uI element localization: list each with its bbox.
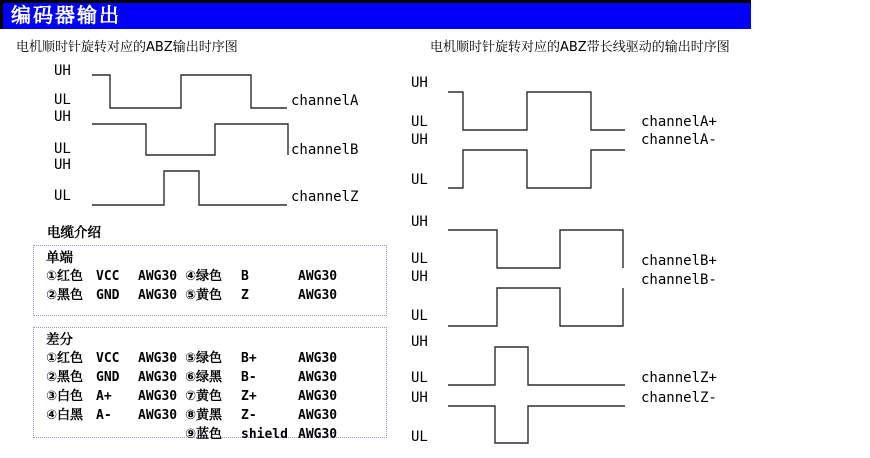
level-label-uh: UH (54, 63, 71, 79)
gauge-cell: AWG30 (138, 389, 178, 404)
gauge-cell: AWG30 (138, 288, 178, 303)
signal-cell: B- (241, 370, 257, 385)
waveform-channelA-plus (448, 92, 625, 130)
waveform-channelA (92, 75, 287, 108)
level-label-ul: UL (411, 172, 428, 188)
level-label-uh: UH (54, 109, 71, 125)
gauge-cell (138, 426, 185, 445)
wire-color-cell: ④白黑 (46, 408, 84, 423)
level-label-uh: UH (411, 334, 428, 350)
table-row (46, 407, 386, 426)
gauge-cell: AWG30 (298, 370, 338, 385)
gauge-cell: AWG30 (298, 389, 338, 404)
level-label-ul: UL (54, 92, 71, 108)
level-label-uh: UH (411, 132, 428, 148)
wire-color-cell: ⑨蓝色 (185, 427, 223, 442)
channel-label-b-minus: channelB- (641, 272, 717, 288)
gauge-cell: AWG30 (298, 408, 338, 423)
wire-color-cell (46, 426, 96, 445)
wire-color-cell: ⑥绿黑 (185, 370, 223, 385)
signal-cell: Z+ (241, 389, 257, 404)
level-label-ul: UL (54, 188, 71, 204)
left-diagram-heading: 电机顺时针旋转对应的ABZ输出时序图 (16, 40, 238, 55)
waveform-channelB-plus (448, 230, 623, 268)
table-row (46, 369, 386, 388)
waveform-channelA-minus (448, 150, 625, 188)
wire-color-cell: ②黑色 (46, 370, 84, 385)
signal-cell: B+ (241, 351, 257, 366)
wire-color-cell: ③白色 (46, 389, 84, 404)
single-ended-table (33, 245, 387, 316)
channel-label-z-minus: channelZ- (641, 390, 717, 406)
single-ended-title: 单端 (46, 250, 73, 266)
wire-color-cell: ⑧黄黑 (185, 408, 223, 423)
channel-label-b-plus: channelB+ (641, 253, 717, 269)
signal-cell: A+ (96, 389, 112, 404)
table-row (46, 388, 386, 407)
signal-cell: B (241, 269, 249, 284)
channel-label-b: channelB (291, 142, 359, 158)
table-row (46, 426, 386, 445)
level-label-ul: UL (54, 141, 71, 157)
level-label-uh: UH (411, 75, 428, 91)
signal-cell: VCC (96, 269, 120, 284)
waveform-channelZ-plus (448, 347, 625, 385)
level-label-ul: UL (411, 251, 428, 267)
channel-label-a: channelA (291, 93, 359, 109)
table-row (46, 350, 386, 369)
gauge-cell: AWG30 (138, 269, 178, 284)
wire-color-cell: ①红色 (46, 269, 84, 284)
wire-color-cell: ②黑色 (46, 288, 84, 303)
gauge-cell: AWG30 (138, 408, 178, 423)
waveform-channelB-minus (448, 288, 623, 326)
page-title: 编码器输出 (0, 0, 751, 29)
signal-cell: GND (96, 370, 120, 385)
channel-label-a-plus: channelA+ (641, 114, 717, 130)
signal-cell: GND (96, 288, 120, 303)
cable-section-heading: 电缆介绍 (47, 225, 101, 241)
channel-label-z-plus: channelZ+ (641, 370, 717, 386)
level-label-ul: UL (411, 114, 428, 130)
table-row (46, 287, 386, 306)
differential-title: 差分 (46, 332, 73, 348)
level-label-uh: UH (411, 390, 428, 406)
channel-label-z: channelZ (291, 189, 359, 205)
waveform-channelB (92, 124, 288, 155)
level-label-uh: UH (411, 214, 428, 230)
signal-cell: shield (241, 427, 288, 442)
gauge-cell: AWG30 (298, 427, 338, 442)
gauge-cell: AWG30 (138, 370, 178, 385)
differential-table (33, 327, 387, 442)
level-label-ul: UL (411, 370, 428, 386)
wire-color-cell: ⑦黄色 (185, 389, 223, 404)
signal-cell (96, 426, 138, 445)
wire-color-cell: ⑤黄色 (185, 288, 223, 303)
level-label-uh: UH (411, 269, 428, 285)
level-label-ul: UL (411, 308, 428, 324)
signal-cell: VCC (96, 351, 120, 366)
level-label-uh: UH (54, 157, 71, 173)
wire-color-cell: ④绿色 (185, 269, 223, 284)
gauge-cell: AWG30 (298, 269, 338, 284)
wire-color-cell: ①红色 (46, 351, 84, 366)
waveform-channelZ (92, 171, 287, 205)
gauge-cell: AWG30 (298, 351, 338, 366)
channel-label-a-minus: channelA- (641, 132, 717, 148)
signal-cell: A- (96, 408, 112, 423)
level-label-ul: UL (411, 429, 428, 445)
signal-cell: Z- (241, 408, 257, 423)
wire-color-cell: ⑤绿色 (185, 351, 223, 366)
gauge-cell: AWG30 (138, 351, 178, 366)
gauge-cell: AWG30 (298, 288, 338, 303)
signal-cell: Z (241, 288, 249, 303)
right-diagram-heading: 电机顺时针旋转对应的ABZ带长线驱动的输出时序图 (430, 40, 730, 55)
table-row (46, 268, 386, 287)
waveform-channelZ-minus (448, 406, 625, 443)
